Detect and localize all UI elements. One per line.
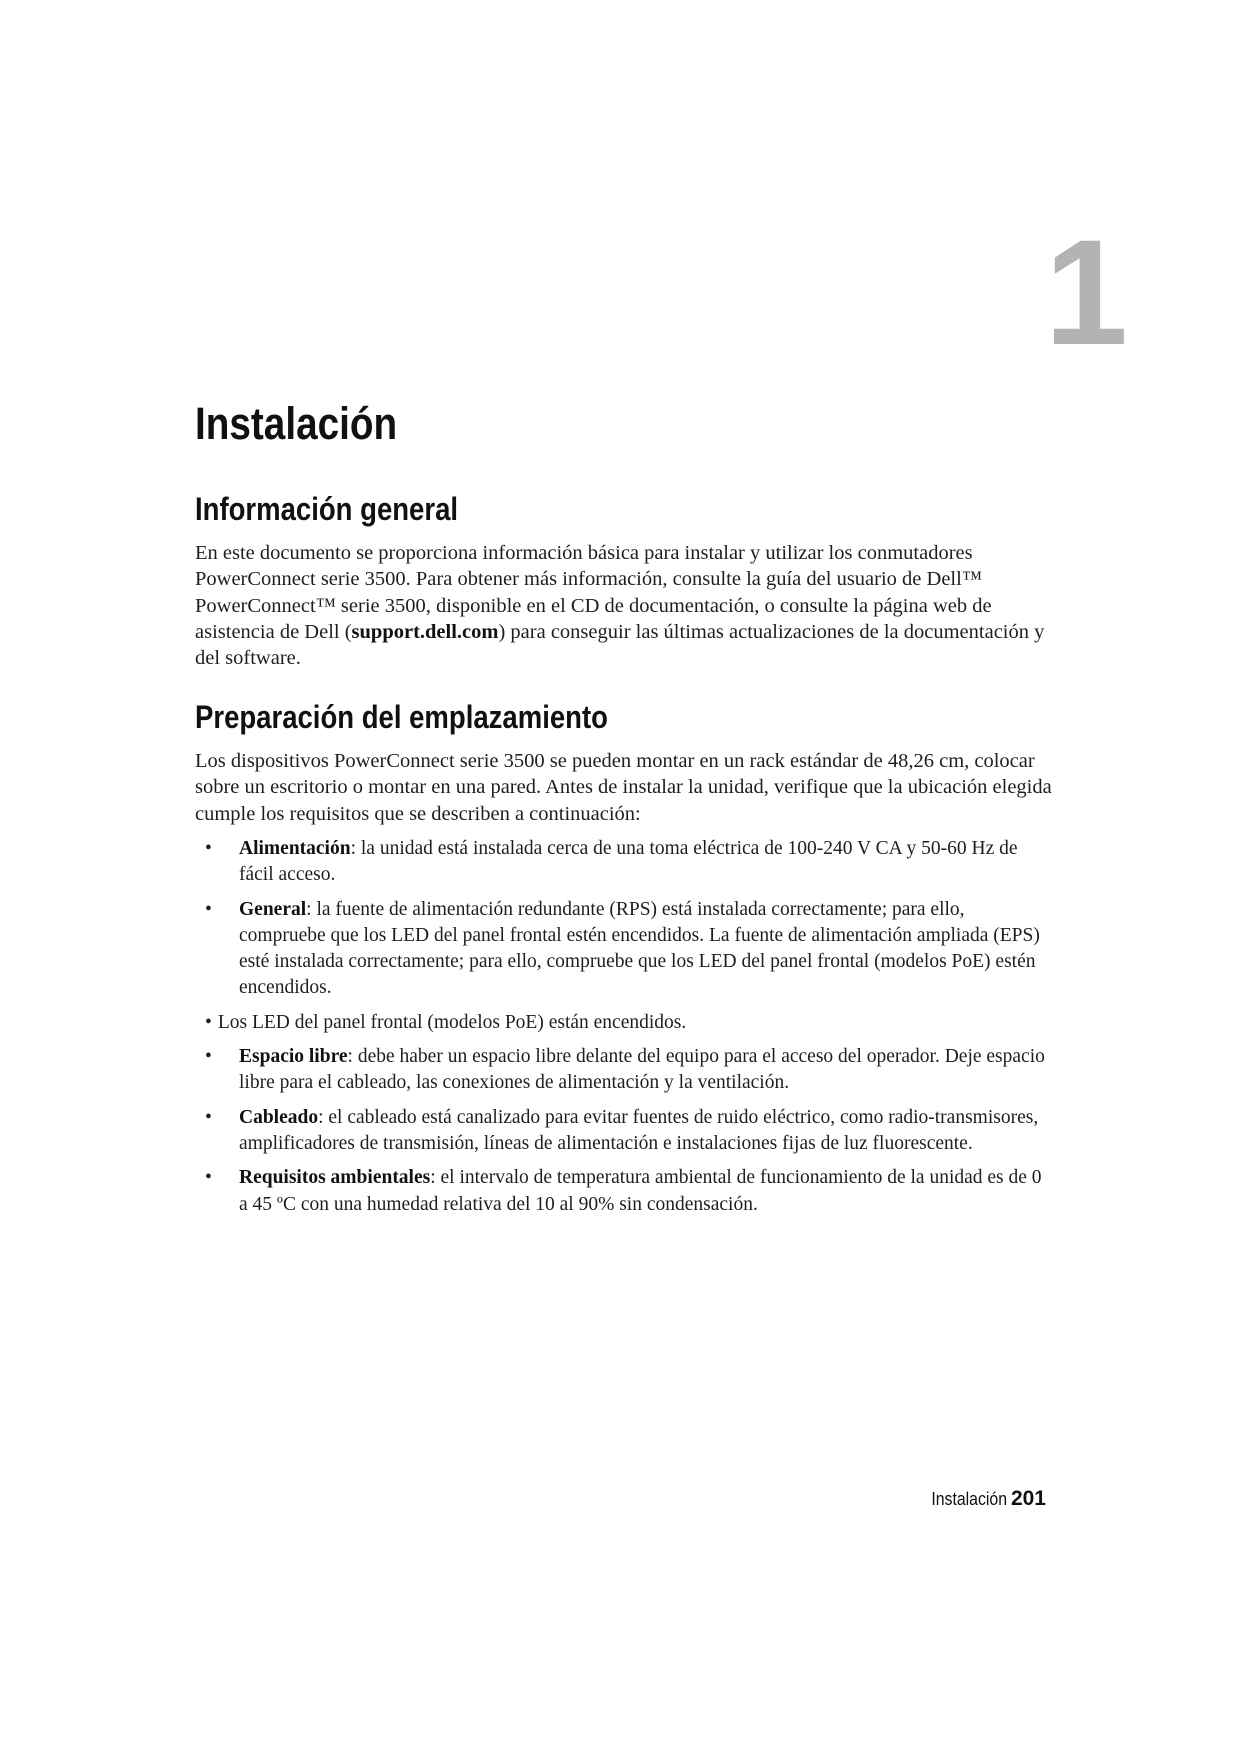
chapter-number: 1 (1044, 208, 1128, 376)
list-item-term: General (239, 898, 307, 920)
page-footer (0, 1488, 1046, 1510)
bullet-icon: • (205, 838, 212, 859)
page-number: 201 (1010, 1487, 1046, 1510)
list-item-term: Espacio libre (239, 1046, 348, 1068)
list-item-environment (195, 1165, 1055, 1218)
bullet-icon: • (205, 898, 212, 920)
list-item-term: Cableado (239, 1106, 319, 1128)
footer-chapter-label: Instalación (931, 1489, 1007, 1509)
list-item-text: : el cableado está canalizado para evitar fuentes de ruido eléctrico, como radio-transmisores, amplificadores de transmisión, líneas de alimentación e instalaciones fijas de luz fluorescente. (239, 1106, 1039, 1154)
list-item-text: : la fuente de alimentación redundante (RPS) está instalada correctamente; para ello, compruebe que los LED del panel frontal estén encendidos. La fuente de alimentación ampliada (EPS) esté instalada correctamente; para ello, compruebe que los LED del panel frontal (modelos PoE) estén encendidos. (239, 898, 1040, 999)
site-preparation-intro: Los dispositivos PowerConnect serie 3500 se pueden montar en un rack estándar de 48,26 cm, colocar sobre un escritorio o montar en una pared. Antes de instalar la unidad, verifique que la ubicación elegida cumple los requisitos que se describen a continuación: (195, 750, 1052, 825)
bullet-icon: • (205, 1046, 212, 1068)
list-item-general (195, 897, 1055, 1002)
list-item-text: : el intervalo de temperatura ambiental de funcionamiento de la unidad es de 0 a 45 ºC con una humedad relativa del 10 al 90% sin condensación. (239, 1167, 1042, 1215)
general-info-text-part2: ) para conseguir las últimas actualizaciones de la documentación y del software. (195, 620, 1045, 670)
list-item-text: : debe haber un espacio libre delante del equipo para el acceso del operador. Deje espacio libre para el cableado, las conexiones de alimentación y la ventilación. (239, 1046, 1045, 1094)
list-item-term: Requisitos ambientales (239, 1167, 431, 1189)
bullet-icon: • (205, 1106, 212, 1128)
general-info-text-part1: En este documento se proporciona información básica para instalar y utilizar los conmutadores PowerConnect serie 3500. Para obtener más información, consulte la guía del usuario de Dell™ PowerConnect™ serie 3500, disponible en el CD de documentación, o consulte la página web de asistencia de Dell ( (195, 542, 992, 643)
support-link[interactable]: support.dell.com (351, 620, 499, 643)
section-title-general-info: Información general (195, 491, 459, 527)
list-item-text: Los LED del panel frontal (modelos PoE) están encendidos. (217, 1011, 687, 1033)
bullet-icon: • (205, 1011, 212, 1033)
list-item-term: Alimentación (239, 838, 351, 859)
list-item-clearance (195, 1044, 1055, 1097)
section-title-site-preparation: Preparación del emplazamiento (195, 699, 608, 735)
list-item-power (195, 836, 1055, 889)
list-item-text: : la unidad está instalada cerca de una toma eléctrica de 100-240 V CA y 50-60 Hz de fácil acceso. (239, 838, 1018, 886)
chapter-title: Instalación (195, 398, 398, 449)
general-info-paragraph (195, 540, 1055, 671)
list-item-cabling (195, 1105, 1055, 1158)
list-item-front-leds (195, 1010, 1055, 1036)
bullet-icon: • (205, 1167, 212, 1189)
requirements-list (195, 836, 1055, 1226)
